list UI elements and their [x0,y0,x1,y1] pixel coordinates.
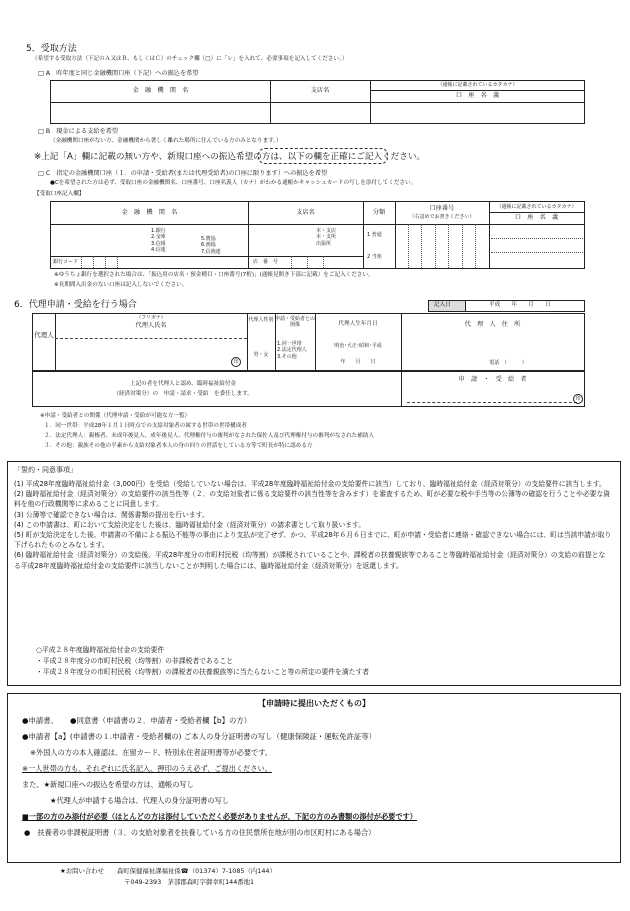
section5-title: 5．受取方法 [26,44,77,54]
section5-instruction: （希望する受取方法（下記のＡ又はＢ、もしくはＣ）のチェック欄（□）に「レ」を入れて、必要事項を記入してください。） [32,56,348,62]
relation-3: ３．その他：親族その他の平素から支給対象者本人の身の回りの世話をしている方等で町長が特に認める方 [44,443,313,449]
sex-header: 代理人性別 [248,317,274,323]
entry-date-box[interactable] [428,300,585,312]
agent-table [32,313,585,371]
notice-a: ※上記「A」欄に記載の無い方や、新規口座への振込希望の方は、以下の欄を正確にご記入ください。 [34,152,426,162]
bank-name-field[interactable] [53,104,268,121]
account-form-label: 【受取口座記入欄】 [34,191,85,197]
documents-box [7,693,621,863]
account-number-header: 口座番号 [429,205,455,212]
type-header: 分類 [372,209,386,216]
highlight-circle [258,148,388,164]
option-a-checkbox[interactable]: □ A 昨年度と同じ金融機関口座（下記）への振込を希望 [38,70,199,77]
doc-tax-certificate: ● 扶養者の非課税証明書（３．の支給対象者を扶養している方の住民票所在地が別の市区町村にある場合） [24,828,376,837]
account-holder-header-c: 口 座 名 義 [514,214,559,221]
branch-name-header-c: 支店名 [296,209,315,216]
bank-name-header-c: 金 融 機 関 名 [121,209,178,216]
account-holder-field[interactable] [373,104,582,121]
doc-application: ●申請書、 [22,716,59,725]
address-header: 代 理 人 住 所 [464,321,521,328]
bank-type-list-2: 5.農協 6.漁協 7.信漁連 [201,236,221,255]
entry-date-value: 平成 年 月 日 [489,302,551,308]
doc-id-copy: ●申請者【a】(申請書の１.申請者・受給者欄の) ご本人の身分証明書の写し（健康保険証・運転免許証等） [22,732,377,741]
branch-number-label: 店 番 号 [253,259,279,265]
account-holder-header: 口 座 名 義 [455,92,500,99]
doc-foreigner-note: ※外国人の方の本人確認は、在留カード、特別永住者証明書等が必要です。 [30,748,272,757]
sex-value[interactable]: 男・女 [253,352,269,358]
relation-title: ※申請・受給者との関係（代理申請・受給が可能な方一覧） [40,413,191,419]
yucho-note: ※ゆうちょ銀行を選択された場合は、「振込用の店名・預金種目・口座番号(7桁)」(通帳見開き下部に記載）をご記入ください。 [54,272,374,278]
branch-name-header: 支店名 [310,87,330,94]
dob-header: 代理人生年月日 [338,321,378,327]
dob-ymd[interactable]: 年 月 日 [340,359,376,365]
option-b-checkbox[interactable]: □ B 現金による支給を希望 [38,128,119,135]
long-inactive-note: ※長期間入出金のない口座は記入しないでください。 [54,282,188,288]
phone-field[interactable]: 電話 （ ） [489,360,527,366]
oath-box [7,461,621,686]
relation-header: 申請・受給者との関係 [275,316,316,329]
bank-type-list-1: 1.銀行 2.金庫 3.信組 4.信連 [151,228,166,253]
delegation-text-2: （経済対策分）の 申請・請求・受給 を委任します。 [113,391,253,397]
contact-address: 〒049-2393 茅部郡森町字御幸町144番地1 [124,878,255,886]
option-c-note: ●Cを希望された方は必ず、受取口座の金融機関名、口座番号、口座名義人（カナ）がわかる通帳かキャッシュカードの写しを添付してください。 [50,180,417,186]
delegation-box [32,371,585,407]
oath-item-1: (1) 平成28年度臨時福祉給付金（3,000円）を受給（受給していない場合は、平成28年度臨時福祉給付金の支給要件に該当）しており、臨時福祉給付金（経済対策分）の支給要件に該当します。 [14,480,606,488]
requirements-title: ○平成２８年度臨時福祉給付金の支給要件 [36,646,165,654]
relation-2: ２．法定代理人：親権者、未成年後見人、成年後見人、代理権付与の審判がなされた保佐人及び代理権付与の審判がなされた補助人 [44,433,375,439]
account-number-note: （右詰めでお書きください） [409,214,475,220]
doc-partial-attach: ■一部の方のみ添付が必要（ほとんどの方は添付していただく必要がありませんが、下記の方のみ書類の添付が必要です） [22,812,417,821]
doc-passbook: また、★新規口座への振込を希望の方は、通帳の写し [22,780,194,789]
account-table-a [50,80,585,124]
option-b-note: （金融機関口座がない方、金融機関から著しく離れた場所に住んでいる方のみとなります。） [50,138,282,144]
account-table-c [50,201,585,269]
doc-single-household-note: ※一人世帯の方も、それぞれに氏名記入、押印のうえ必ず、ご提出ください。 [22,764,272,773]
oath-title: 「誓約・同意事項」 [14,466,77,474]
agent-label: 代理人 [34,331,54,339]
section6-title: 6．代理申請・受給を行う場合 [14,300,137,310]
oath-item-4: (4) この申請書は、町において支給決定をした後は、臨時福祉給付金（経済対策分）の請求書として取り扱います。 [14,520,366,529]
oath-item-3: (3) 公簿等で確認できない場合は、関係書類の提出を行います。 [14,510,209,519]
documents-title: 【申請時に提出いただくもの】 [258,699,370,708]
contact-info: ★お問い合わせ 森町保健福祉課福祉係☎（01374）7-1085（内144） [60,867,276,875]
furigana-label: （フリガナ） [136,315,166,321]
relation-1: １．同一世帯：平成28年１月１日時点での支給対象者の属する世帯の世帯構成者 [44,423,247,429]
agent-name-header: 代理人氏名 [135,322,167,329]
entry-date-label: 記入日 [434,302,451,308]
delegation-text-1: 上記の者を代理人と認め、臨時福祉給付金 [129,381,237,387]
doc-consent: ●同意書（申請書の２．申請者・受給者欄【b】の方） [70,716,252,725]
account-type-1[interactable]: 1 普通 [367,232,382,238]
branch-type-list: 本・支店 本・支所 出張所 [316,228,337,247]
doc-agent-id: ★代理人が申請する場合は、代理人の身分証明書の写し [50,796,229,805]
requirement-1: ・平成２８年度分の市町村民税（均等割）の非課税者であること [36,657,234,665]
oath-item-6: (6) 臨時福祉給付金（経済対策分）の支給後、平成28年度分の市町村民税（均等割）が課税されていることや、課税者の扶養親族等であること等臨時福祉給付金（経済対策分）の支給の前提となる平成28年度臨時福祉給付金の支給要件に該当しないことが判明した場合には、臨時福祉給付金（経済対策分）を返還します。 [14,551,606,570]
option-c-checkbox[interactable]: □ C 指定の金融機関口座（１．の申請・受給者(または代理受給者)の口座に限ります）への振込を希望 [38,170,328,177]
bank-name-header: 金 融 機 関 名 [132,87,189,94]
applicant-seal: 印 [573,394,583,404]
bank-code-label: 銀行コード [53,259,79,265]
dob-eras[interactable]: 明治･大正･昭和･平成 [334,343,382,349]
relation-options[interactable]: 1.同一世帯 2.法定代理人 3.その他 [277,341,307,360]
kana-note-c: （通帳に記載されているカタカナ） [496,204,577,210]
oath-item-2: (2) 臨時福祉給付金（経済対策分）の支給要件の該当性等（２．の支給対象者に係る支給要件の該当性等を含みます）を審査するため、町が必要な税や手当等の公簿等の確認を行うことや必要な資料を他の行政機関等に求めることに同意します。 [14,490,611,509]
branch-name-field[interactable] [272,104,368,121]
oath-items [14,479,612,571]
seal-mark: 印 [231,357,241,367]
requirement-2: ・平成２８年度分の市町村民税（均等割）の課税者の扶養親族等に当たらないこと等の所定の要件を満たす者 [36,668,370,676]
applicant-label: 申 請 ・ 受 給 者 [458,376,527,383]
kana-note: （通帳に記載されているカタカナ） [437,82,518,88]
oath-item-5: (5) 町が支給決定をした後、申請書の不備による振込不能等の事由により支払が完了せず、かつ、平成28年６月６日までに、町が申請・受給者に連絡・確認できない場合には、町は当該申請が取り下げられたものとみなします。 [14,530,612,550]
account-type-2[interactable]: 2 当座 [367,254,382,260]
